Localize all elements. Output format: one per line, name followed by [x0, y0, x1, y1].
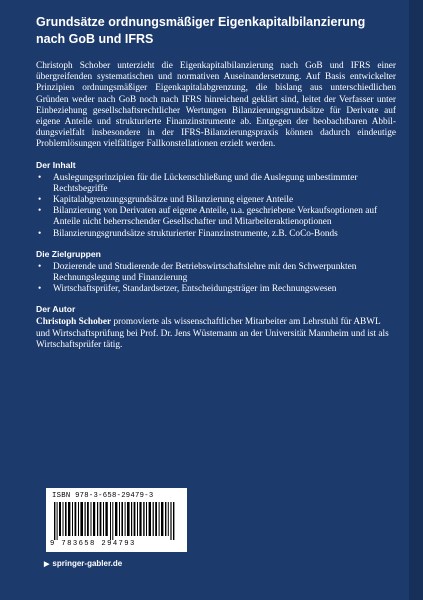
barcode-icon	[52, 502, 180, 540]
author-bio-text: promovierte als wissenschaftlicher Mitarbeiter am Lehrstuhl für ABWL und Wirtschaftsprüfung bei Prof. Dr. Jens Wüstemann an der Universität Mannheim und ist als Wirtschaftsprüfer tätig.	[36, 317, 389, 350]
back-cover-text	[36, 10, 396, 351]
intro-paragraph: Christoph Schober unterzieht die Eigenkapitalbilanzierung nach GoB und IFRS einer übergreifenden systematischen und normativen Auseinandersetzung. Auf Basis entwickelter Prinzipien ordnungsmäßiger Eigenkapitalabgrenzung, die bislang aus unterschiedlichen Gründen weder nach GoB noch nach IFRS hinreichend geklärt sind, leitet der Verfasser unter Einbeziehung gesellschaftsrechtlicher Wertungen Bilanzierungsgrundsätze für Derivate auf eigene Anteile und strukturierte Finanzinstrumente ab. Entgegen der beobachtbaren Abbildungsvielfalt insbesondere in der IFRS-Bilanzierungspraxis können dadurch eindeutige Problemlösungen vielfältiger Fallkonstellationen erzielt werden.	[36, 61, 396, 150]
cover-edge-strip	[409, 0, 423, 600]
zielgruppen-list	[36, 262, 396, 296]
publisher-url[interactable]	[44, 559, 122, 568]
list-item: • Bilanzierungsgrundsätze strukturierter Finanzinstrumente, z.B. CoCo-Bonds	[36, 229, 396, 240]
inhalt-heading: Der Inhalt	[36, 159, 76, 170]
list-item: • Kapitalabgrenzungsgrundsätze und Bilanzierung eigener Anteile	[36, 195, 396, 206]
list-item: • Wirtschaftsprüfer, Standardsetzer, Entscheidungsträger im Rechnungswesen	[36, 284, 396, 295]
barcode-digits: 9 783658 294793	[50, 540, 136, 548]
author-bio	[36, 317, 396, 351]
autor-heading: Der Autor	[36, 304, 76, 315]
isbn-text: ISBN 978-3-658-29479-3	[52, 492, 154, 500]
inhalt-list	[36, 173, 396, 240]
publisher-url-text: springer-gabler.de	[52, 559, 123, 568]
arrow-right-icon: ▶	[44, 561, 50, 568]
list-item: • Dozierende und Studierende der Betriebswirtschaftslehre mit den Schwerpunkten Rechnungslegung und Finanzierung	[36, 262, 396, 284]
book-title: Grundsätze ordnungsmäßiger Eigenkapitalbilanzierung nach GoB und IFRS	[36, 15, 366, 46]
list-item: • Auslegungsprinzipien für die Lückenschließung und die Auslegung unbestimmter Rechtsbegriffe	[36, 173, 396, 195]
barcode-label	[46, 488, 187, 552]
zielgruppen-heading: Die Zielgruppen	[36, 248, 101, 259]
author-name: Christoph Schober	[36, 317, 112, 328]
list-item: • Bilanzierung von Derivaten auf eigene Anteile, u.a. geschriebene Verkaufsoptionen auf Anteile nicht beherrschender Gesellschafter und Mitarbeiteraktienoptionen	[36, 206, 396, 228]
